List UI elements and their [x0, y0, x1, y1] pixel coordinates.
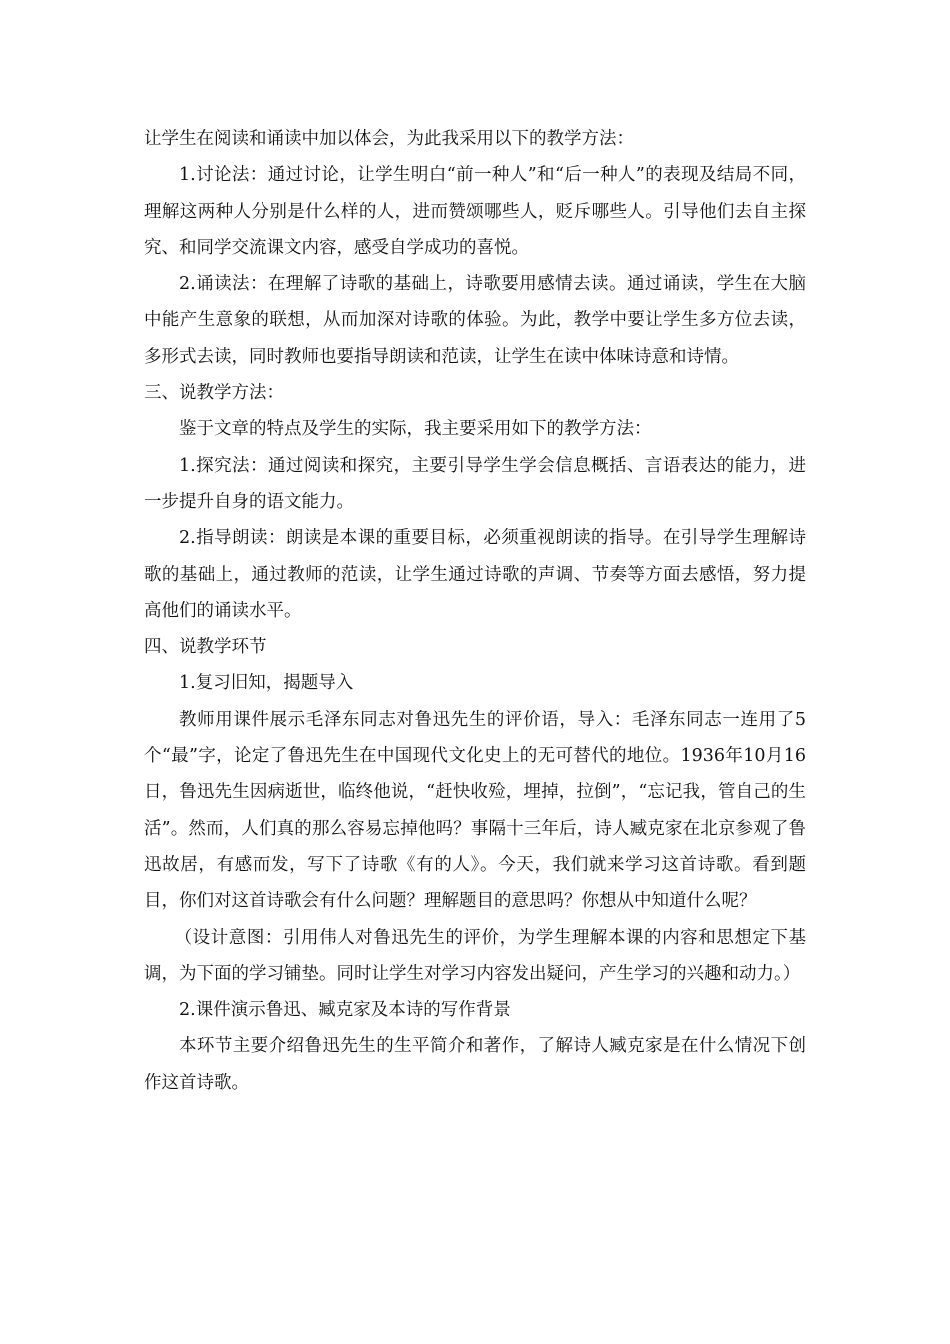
section-heading-teaching-steps: 四、说教学环节	[144, 637, 267, 658]
paragraph-inquiry-method: 1.探究法：通过阅读和探究，主要引导学生学会信息概括、言语表达的能力，进一步提升自身的语文能力。	[144, 455, 806, 512]
paragraph-methods-intro: 鉴于文章的特点及学生的实际，我主要采用如下的教学方法：	[179, 419, 652, 440]
paragraph-intro: 让学生在阅读和诵读中加以体会，为此我采用以下的教学方法：	[144, 129, 634, 149]
paragraph-discussion-method: 1.讨论法：通过讨论，让学生明白“前一种人”和“后一种人”的表现及结局不同，理解这两种人分别是什么样的人，进而赞颂哪些人，贬斥哪些人。引导他们去自主探究、和同学交流课文内容，感受自学成功的喜悦。	[144, 165, 806, 258]
paragraph-recitation-method: 2.诵读法：在理解了诗歌的基础上，诗歌要用感情去读。通过诵读，学生在大脑中能产生意象的联想，从而加深对诗歌的体验。为此，教学中要让学生多方位去读，多形式去读，同时教师也要指导朗读和范读，让学生在读中体味诗意和诗情。	[144, 274, 806, 367]
paragraph-background: 本环节主要介绍鲁迅先生的生平简介和著作，了解诗人臧克家是在什么情况下创作这首诗歌。	[144, 1036, 806, 1093]
section-heading-teaching-methods: 三、说教学方法：	[144, 383, 284, 404]
document-body	[144, 121, 806, 1101]
paragraph-introduction-lesson: 教师用课件展示毛泽东同志对鲁迅先生的评价语，导入：毛泽东同志一连用了5个“最”字，论定了鲁迅先生在中国现代文化史上的无可替代的地位。1936年10月16日，鲁迅先生因病逝世，临终他说，“赶快收殓，埋掉，拉倒”，“忘记我，管自己的生活”。然而，人们真的那么容易忘掉他吗？事隔十三年后，诗人臧克家在北京参观了鲁迅故居，有感而发，写下了诗歌《有的人》。今天，我们就来学习这首诗歌。看到题目，你们对这首诗歌会有什么问题？理解题目的意思吗？你想从中知道什么呢？	[144, 709, 806, 912]
paragraph-guided-reading: 2.指导朗读：朗读是本课的重要目标，必须重视朗读的指导。在引导学生理解诗歌的基础上，通过教师的范读，让学生通过诗歌的声调、节奏等方面去感悟，努力提高他们的诵读水平。	[144, 528, 806, 621]
step-heading-background: 2.课件演示鲁迅、臧克家及本诗的写作背景	[179, 1000, 511, 1021]
paragraph-design-intent: （设计意图：引用伟人对鲁迅先生的评价，为学生理解本课的内容和思想定下基调，为下面的学习铺垫。同时让学生对学习内容发出疑问，产生学习的兴趣和动力。）	[144, 927, 806, 984]
step-heading-review: 1.复习旧知，揭题导入	[179, 673, 354, 694]
